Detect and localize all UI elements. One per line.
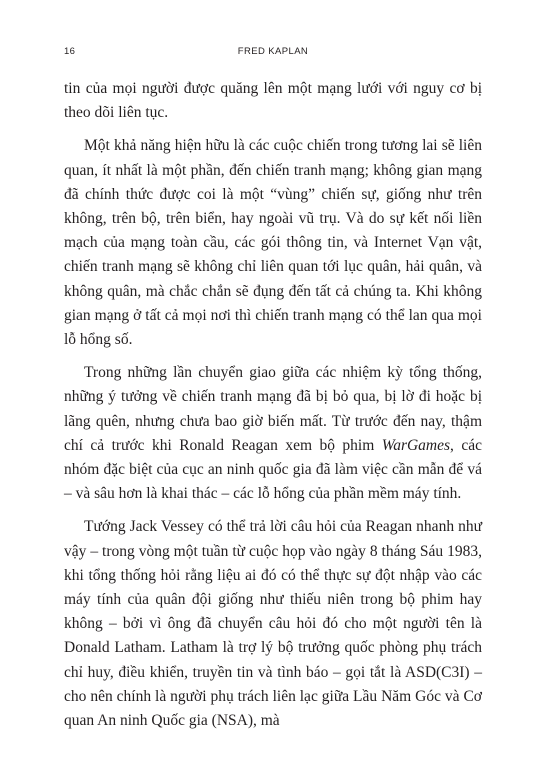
page-number: 16 [64,46,76,57]
paragraph-jack-vessey: Tướng Jack Vessey có thể trả lời câu hỏi của Reagan nhanh như vậy – trong vòng một tuần từ cuộc họp vào ngày 8 tháng Sáu 1983, khi tổng thống hỏi rằng liệu ai đó có thể thực sự đột nhập vào các máy tính của quân đội giống như thiếu niên trong bộ phim hay không – bởi vì ông đã chuyển câu hỏi đó cho một người tên là Donald Latham. Latham là trợ lý bộ trưởng quốc phòng phụ trách chỉ huy, điều khiển, truyền tin và tình báo – gọi tắt là ASD(C3I) – cho nên chính là người phụ trách liên lạc giữa Lầu Năm Góc và Cơ quan An ninh Quốc gia (NSA), mà [64,518,482,730]
paragraph-text-before: Trong những lần chuyển giao giữa các nhiệm kỳ tổng thống, những ý tưởng về chiến tranh mạng đã bị bỏ qua, bị lờ đi hoặc bị lãng quên, nhưng chưa bao giờ biến mất. Từ trước đến nay, thậm chí cả trước khi Ronald Reagan xem bộ phim [64,364,482,454]
running-head-author: FRED KAPLAN [237,46,309,57]
running-head [64,46,482,60]
paragraph-cyberwar-future: Một khả năng hiện hữu là các cuộc chiến trong tương lai sẽ liên quan, ít nhất là một phần, đến chiến tranh mạng; không gian mạng đã chính thức được coi là một “vùng” chiến sự, giống như trên không, trên bộ, trên biển, hay ngoài vũ trụ. Và do sự kết nối liền mạch của mạng toàn cầu, các gói thông tin, và Internet Vạn vật, chiến tranh mạng sẽ không chỉ liên quan tới lục quân, hải quân, và không quân, mà chắc chắn sẽ đụng đến tất cả chúng ta. Khi không gian mạng ở tất cả mọi nơi thì chiến tranh mạng có thể lan qua mọi lỗ hổng số. [64,137,482,349]
paragraph-text-after: , các nhóm đặc biệt của cục an ninh quốc gia đã làm việc cần mẫn để vá – và sâu hơn là khai thác – các lỗ hổng của phần mềm máy tính. [64,436,483,503]
paragraph-presidential-transitions [64,361,482,506]
film-title-italic: WarGames [381,436,451,454]
paragraph-continued: tin của mọi người được quăng lên một mạng lưới với nguy cơ bị theo dõi liên tục. [64,80,482,122]
body-text [64,77,482,733]
